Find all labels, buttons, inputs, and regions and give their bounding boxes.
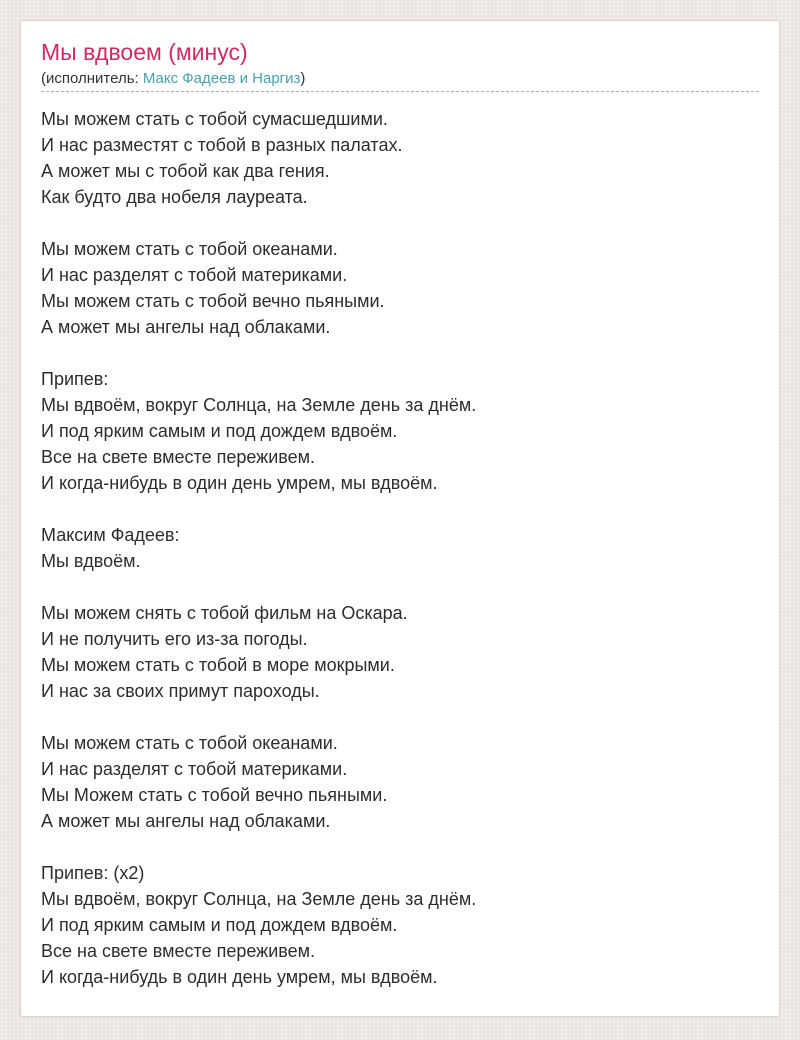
lyric-line: И не получить его из-за погоды. bbox=[41, 629, 308, 649]
lyrics-text bbox=[41, 106, 759, 990]
lyric-line: А может мы ангелы над облаками. bbox=[41, 317, 331, 337]
lyric-line: Как будто два нобеля лауреата. bbox=[41, 187, 308, 207]
lyric-line: Все на свете вместе переживем. bbox=[41, 447, 316, 467]
lyric-line: Мы Можем стать с тобой вечно пьяными. bbox=[41, 785, 388, 805]
lyric-line: Мы вдвоём. bbox=[41, 551, 141, 571]
lyric-line: Мы можем стать с тобой океанами. bbox=[41, 733, 338, 753]
lyric-line: Мы можем снять с тобой фильм на Оскара. bbox=[41, 603, 408, 623]
stanza-5 bbox=[41, 600, 759, 704]
stanza-2 bbox=[41, 236, 759, 340]
lyric-line: Припев: bbox=[41, 369, 109, 389]
lyric-line: Припев: (x2) bbox=[41, 863, 145, 883]
lyric-line: А может мы с тобой как два гения. bbox=[41, 161, 330, 181]
song-title: Мы вдвоем (минус) bbox=[41, 39, 248, 65]
lyrics-card bbox=[20, 20, 780, 1017]
lyric-line: А может мы ангелы над облаками. bbox=[41, 811, 331, 831]
stanza-4 bbox=[41, 522, 759, 574]
lyric-line: И под ярким самым и под дождем вдвоём. bbox=[41, 421, 398, 441]
song-header bbox=[41, 21, 759, 92]
artist-line bbox=[41, 69, 759, 88]
lyric-line: И нас разделят с тобой материками. bbox=[41, 265, 348, 285]
lyric-line: Мы вдвоём, вокруг Солнца, на Земле день за днём. bbox=[41, 889, 477, 909]
artist-link[interactable]: Макс Фадеев и Наргиз bbox=[142, 70, 301, 87]
stanza-1 bbox=[41, 106, 759, 210]
lyric-line: И когда-нибудь в один день умрем, мы вдвоём. bbox=[41, 967, 438, 987]
stanza-6 bbox=[41, 730, 759, 834]
lyric-line: Все на свете вместе переживем. bbox=[41, 941, 316, 961]
artist-label-prefix: (исполнитель: bbox=[41, 70, 143, 87]
lyric-line: И нас разделят с тобой материками. bbox=[41, 759, 348, 779]
lyric-line: И нас за своих примут пароходы. bbox=[41, 681, 320, 701]
stanza-3-chorus bbox=[41, 366, 759, 496]
lyric-line: Максим Фадеев: bbox=[41, 525, 180, 545]
lyric-line: И под ярким самым и под дождем вдвоём. bbox=[41, 915, 398, 935]
lyric-line: Мы можем стать с тобой сумасшедшими. bbox=[41, 109, 388, 129]
lyric-line: Мы можем стать с тобой в море мокрыми. bbox=[41, 655, 395, 675]
lyric-line: Мы можем стать с тобой океанами. bbox=[41, 239, 338, 259]
stanza-7-chorus bbox=[41, 860, 759, 990]
lyric-line: Мы вдвоём, вокруг Солнца, на Земле день за днём. bbox=[41, 395, 477, 415]
artist-label-suffix: ) bbox=[300, 70, 306, 87]
lyric-line: И когда-нибудь в один день умрем, мы вдвоём. bbox=[41, 473, 438, 493]
lyric-line: Мы можем стать с тобой вечно пьяными. bbox=[41, 291, 385, 311]
lyric-line: И нас разместят с тобой в разных палатах. bbox=[41, 135, 403, 155]
